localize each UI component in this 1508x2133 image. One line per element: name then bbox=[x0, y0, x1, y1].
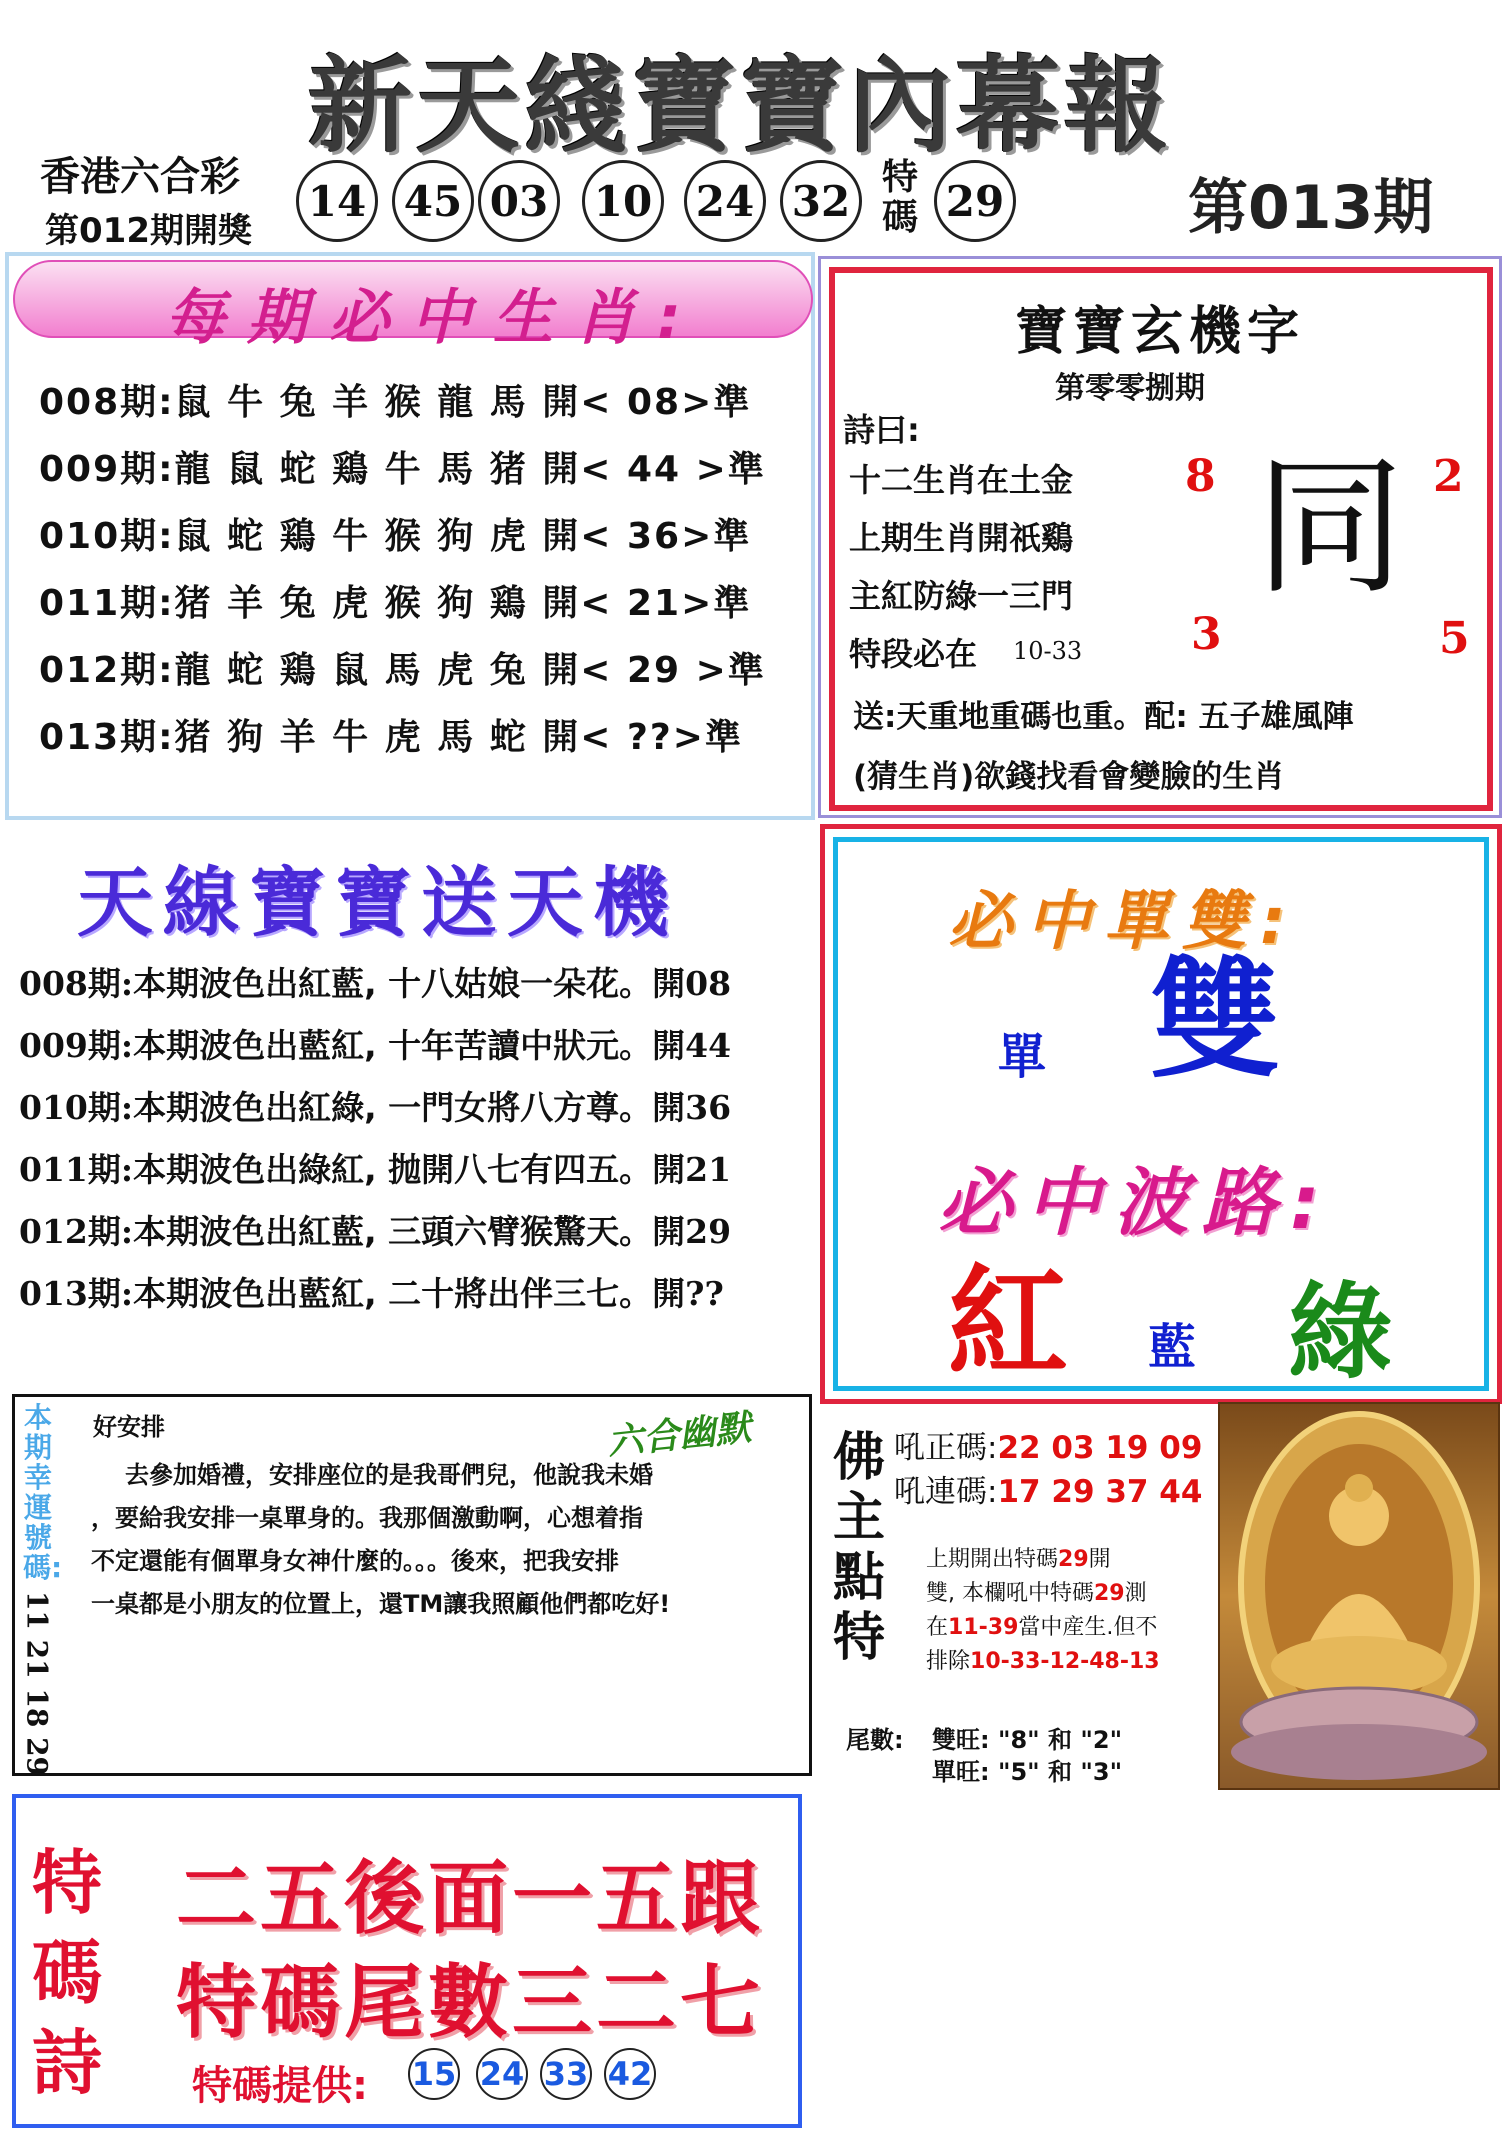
poem-line: 上期生肖開祇鷄 bbox=[849, 519, 1074, 557]
tianji-issue: 009期: bbox=[19, 1026, 134, 1065]
poem-riddle-line: (猜生肖)欲錢找看會變臉的生肖 bbox=[853, 759, 1285, 795]
result-ball: 03 bbox=[478, 160, 560, 242]
special-poem-line: 二五後面一五跟 bbox=[176, 1852, 764, 1945]
single-char: 單 bbox=[998, 1029, 1047, 1085]
tianji-num: 08 bbox=[685, 964, 732, 1003]
result-ball: 32 bbox=[780, 160, 862, 242]
note-text: 當中産生.但不 bbox=[1018, 1615, 1158, 1640]
tianji-issue: 011期: bbox=[19, 1150, 134, 1189]
zodiac-panel bbox=[5, 252, 815, 820]
poem-number: 3 bbox=[1191, 609, 1222, 660]
tianji-text: 本期波色出紅綠, 一門女將八方尊。開 bbox=[133, 1088, 686, 1127]
note-num: 11-39 bbox=[948, 1615, 1019, 1640]
result-ball: 14 bbox=[296, 160, 378, 242]
special-poem-panel bbox=[12, 1794, 802, 2128]
zodiac-banner bbox=[13, 260, 813, 353]
poem-range: 10-33 bbox=[1013, 637, 1083, 665]
tianji-text: 本期波色出綠紅, 抛開八七有四五。開 bbox=[133, 1150, 686, 1189]
tianji-row bbox=[19, 1268, 724, 1315]
tianji-issue: 010期: bbox=[19, 1088, 134, 1127]
green-char: 綠 bbox=[1288, 1270, 1393, 1393]
note-num: 29 bbox=[1058, 1547, 1089, 1572]
joke-title: 好安排 bbox=[93, 1413, 165, 1441]
special-ball: 29 bbox=[934, 160, 1016, 242]
tianji-text: 本期波色出紅藍, 十八姑娘一朵花。開 bbox=[133, 964, 686, 1003]
joke-line: 去參加婚禮，安排座位的是我哥們兒，他說我未婚 bbox=[125, 1461, 653, 1489]
link-code-line bbox=[894, 1466, 1202, 1511]
poem-intro: 詩曰: bbox=[843, 411, 920, 449]
special-poem-label: 特碼詩 bbox=[32, 1842, 102, 2104]
lucky-label: 本期幸運號碼: bbox=[23, 1401, 63, 1584]
note-num: 10-33-12-48-13 bbox=[970, 1649, 1160, 1674]
poem-big-char: 同 bbox=[1255, 441, 1406, 615]
buddha-figure-icon bbox=[1220, 1404, 1498, 1788]
tianji-num: ?? bbox=[685, 1274, 724, 1313]
zodiac-title: 每期必中生肖: bbox=[165, 283, 703, 353]
lottery-name: 香港六合彩 bbox=[40, 154, 240, 200]
humor-stamp: 六合幽默 bbox=[605, 1407, 754, 1464]
issue-number: 第013期 bbox=[1188, 173, 1434, 243]
tianji-num: 21 bbox=[685, 1150, 732, 1189]
joke-line: 不定還能有個單身女神什麼的。。。後來，把我安排 bbox=[91, 1547, 619, 1575]
provide-ball: 15 bbox=[408, 2048, 460, 2100]
lucky-numbers: 11 21 18 29 bbox=[20, 1590, 54, 1777]
tianji-row bbox=[19, 1082, 731, 1129]
tail-odd: 單旺: "5" 和 "3" bbox=[932, 1758, 1123, 1786]
provide-ball: 33 bbox=[540, 2048, 592, 2100]
tianji-issue: 013期: bbox=[19, 1274, 134, 1313]
must-win-frame bbox=[833, 837, 1489, 1391]
tail-label: 尾數: bbox=[846, 1726, 904, 1754]
poem-line: 特段必在 bbox=[849, 635, 978, 673]
poem-line: 主紅防綠一三門 bbox=[849, 577, 1074, 615]
poem-number: 8 bbox=[1185, 451, 1216, 502]
tail-even: 雙旺: "8" 和 "2" bbox=[932, 1726, 1123, 1754]
result-ball: 45 bbox=[392, 160, 474, 242]
newspaper-title: 新天綫寶寶內幕報 bbox=[307, 45, 1172, 167]
link-code-label: 吼連碼: bbox=[894, 1474, 998, 1510]
buddha-note bbox=[926, 1610, 1157, 1641]
odd-even-title: 必中單雙: bbox=[948, 885, 1300, 959]
zodiac-row: 010期:鼠 蛇 鶏 牛 猴 狗 虎 開< 36>準 bbox=[39, 516, 752, 557]
tianji-issue: 008期: bbox=[19, 964, 134, 1003]
buddha-image bbox=[1218, 1402, 1500, 1790]
tianji-num: 29 bbox=[685, 1212, 732, 1251]
tianji-row bbox=[19, 1144, 731, 1191]
buddha-panel bbox=[828, 1400, 1502, 1792]
poem-line: 十二生肖在土金 bbox=[849, 461, 1074, 499]
poem-title: 寶寶玄機字 bbox=[1015, 301, 1306, 362]
note-text: 排除 bbox=[926, 1649, 971, 1674]
riddle-poem-panel bbox=[818, 256, 1502, 818]
buddha-side-title: 佛主點特 bbox=[832, 1428, 885, 1668]
poem-number: 2 bbox=[1433, 451, 1464, 502]
link-code-nums: 17 29 37 44 bbox=[997, 1474, 1203, 1510]
zodiac-row: 011期:猪 羊 兔 虎 猴 狗 鶏 開< 21>準 bbox=[39, 583, 752, 624]
provide-ball: 24 bbox=[476, 2048, 528, 2100]
tianji-title: 天線寶寶送天機 bbox=[77, 858, 679, 947]
zodiac-row: 013期:猪 狗 羊 牛 虎 馬 蛇 開< ??>準 bbox=[39, 717, 743, 758]
tianji-row bbox=[19, 1206, 731, 1253]
tianji-panel bbox=[5, 828, 815, 1378]
tianji-text: 本期波色出藍紅, 二十將出伴三七。開 bbox=[133, 1274, 686, 1313]
tianji-text: 本期波色出紅藍, 三頭六臂猴驚天。開 bbox=[133, 1212, 686, 1251]
blue-char: 藍 bbox=[1148, 1319, 1197, 1375]
zodiac-row: 009期:龍 鼠 蛇 鶏 牛 馬 猪 開< 44 >準 bbox=[39, 449, 766, 490]
result-ball: 10 bbox=[582, 160, 664, 242]
red-char: 紅 bbox=[948, 1252, 1068, 1393]
double-char: 雙 bbox=[1150, 943, 1281, 1096]
tianji-row bbox=[19, 958, 731, 1005]
must-win-panel bbox=[820, 824, 1502, 1404]
riddle-poem-frame bbox=[829, 267, 1493, 811]
buddha-note bbox=[926, 1644, 1160, 1675]
tianji-text: 本期波色出藍紅, 十年苦讀中狀元。開 bbox=[133, 1026, 686, 1065]
note-text: 上期開出特碼 bbox=[926, 1547, 1059, 1572]
wave-title: 必中波路: bbox=[938, 1160, 1334, 1246]
poem-number: 5 bbox=[1439, 613, 1470, 664]
main-code-label: 吼正碼: bbox=[894, 1430, 998, 1466]
note-num: 29 bbox=[1094, 1581, 1125, 1606]
draw-label: 第012期開獎 bbox=[45, 211, 252, 251]
joke-line: ，要給我安排一桌單身的。我那個激動啊，心想着指 bbox=[91, 1504, 643, 1532]
note-text: 在 bbox=[926, 1615, 949, 1640]
tianji-num: 44 bbox=[685, 1026, 732, 1065]
joke-line: 一桌都是小朋友的位置上，還TM讓我照顧他們都吃好! bbox=[91, 1590, 671, 1618]
tianji-row bbox=[19, 1020, 731, 1067]
provide-ball: 42 bbox=[604, 2048, 656, 2100]
zodiac-row: 012期:龍 蛇 鶏 鼠 馬 虎 兔 開< 29 >準 bbox=[39, 650, 766, 691]
note-text: 開 bbox=[1088, 1547, 1111, 1572]
poem-subtitle: 第零零捌期 bbox=[1055, 371, 1205, 406]
note-text: 雙, 本欄吼中特碼 bbox=[926, 1581, 1094, 1606]
buddha-note bbox=[926, 1542, 1111, 1573]
special-poem-line: 特碼尾數三二七 bbox=[176, 1956, 764, 2049]
main-code-line bbox=[894, 1422, 1202, 1467]
tianji-num: 36 bbox=[685, 1088, 732, 1127]
provide-label: 特碼提供: bbox=[192, 2063, 368, 2109]
note-text: 測 bbox=[1124, 1581, 1147, 1606]
buddha-note bbox=[926, 1576, 1147, 1607]
tianji-issue: 012期: bbox=[19, 1212, 134, 1251]
joke-panel bbox=[12, 1394, 812, 1776]
special-label: 特碼 bbox=[881, 157, 918, 238]
main-code-nums: 22 03 19 09 bbox=[997, 1430, 1203, 1466]
zodiac-row: 008期:鼠 牛 兔 羊 猴 龍 馬 開< 08>準 bbox=[39, 382, 752, 423]
result-ball: 24 bbox=[684, 160, 766, 242]
poem-gift-line: 送:天重地重碼也重。配: 五子雄風陣 bbox=[853, 699, 1354, 735]
